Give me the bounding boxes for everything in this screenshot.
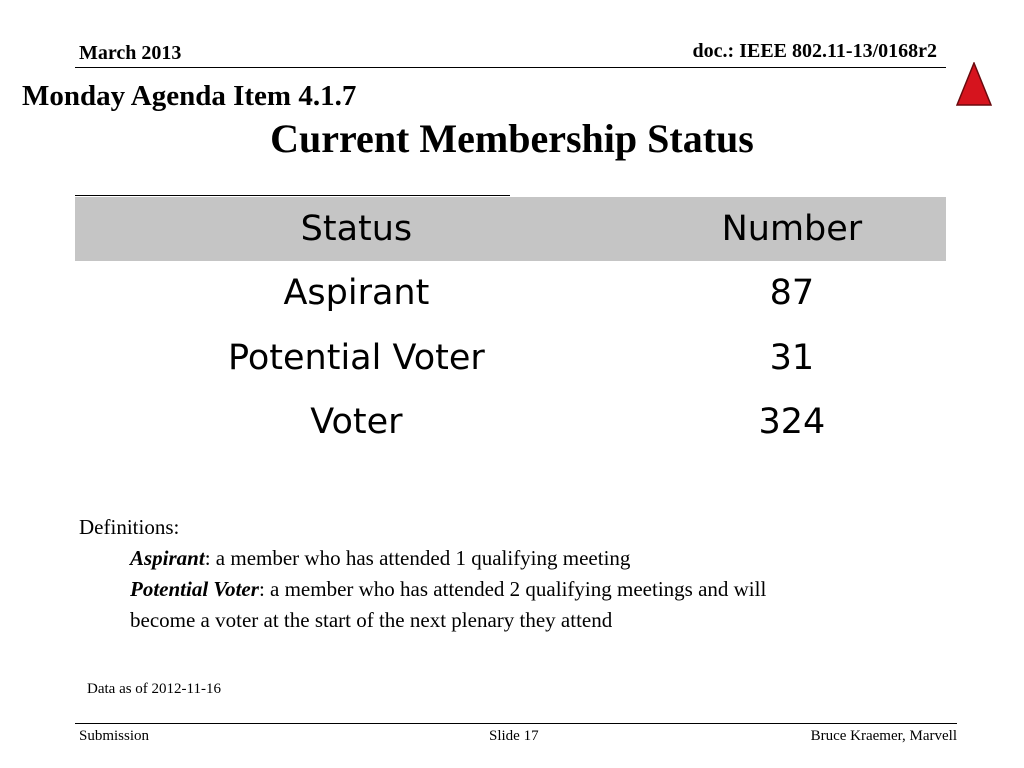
number-cell: 31 [769, 337, 815, 378]
footer-divider [75, 723, 957, 724]
table-row [75, 390, 946, 455]
data-as-of-note: Data as of 2012-11-16 [87, 681, 221, 697]
definition-continuation: become a voter at the start of the next plenary they attend [130, 608, 613, 632]
membership-table [75, 197, 946, 455]
slide-title: Current Membership Status [270, 116, 754, 161]
footer-author: Bruce Kraemer, Marvell [810, 728, 957, 744]
header-divider [75, 67, 946, 68]
definition-potential-voter [79, 574, 766, 605]
status-cell: Aspirant [283, 273, 430, 314]
definition-aspirant [79, 543, 766, 574]
column-header-number: Number [721, 209, 863, 249]
status-cell: Potential Voter [228, 337, 485, 378]
definition-text: : a member who has attended 2 qualifying meetings and will [258, 577, 767, 601]
header-doc-id: doc.: IEEE 802.11-13/0168r2 [692, 40, 937, 62]
definition-text: : a member who has attended 1 qualifying meeting [204, 546, 631, 570]
footer-slide-number: Slide 17 [489, 728, 539, 744]
status-cell: Voter [310, 402, 403, 443]
definition-term: Aspirant [130, 546, 205, 570]
number-cell: 324 [758, 402, 826, 443]
definitions-block [79, 512, 766, 636]
definition-term: Potential Voter [130, 577, 259, 601]
column-header-status: Status [300, 209, 413, 249]
table-row [75, 326, 946, 391]
definitions-heading: Definitions: [79, 515, 180, 539]
footer-submission: Submission [79, 728, 150, 744]
red-triangle-up-icon[interactable] [956, 62, 992, 106]
table-top-rule [75, 195, 510, 196]
header-date: March 2013 [79, 42, 182, 64]
number-cell: 87 [769, 273, 815, 314]
table-header-row [75, 197, 946, 261]
table-row [75, 261, 946, 326]
agenda-item-label: Monday Agenda Item 4.1.7 [22, 80, 357, 112]
